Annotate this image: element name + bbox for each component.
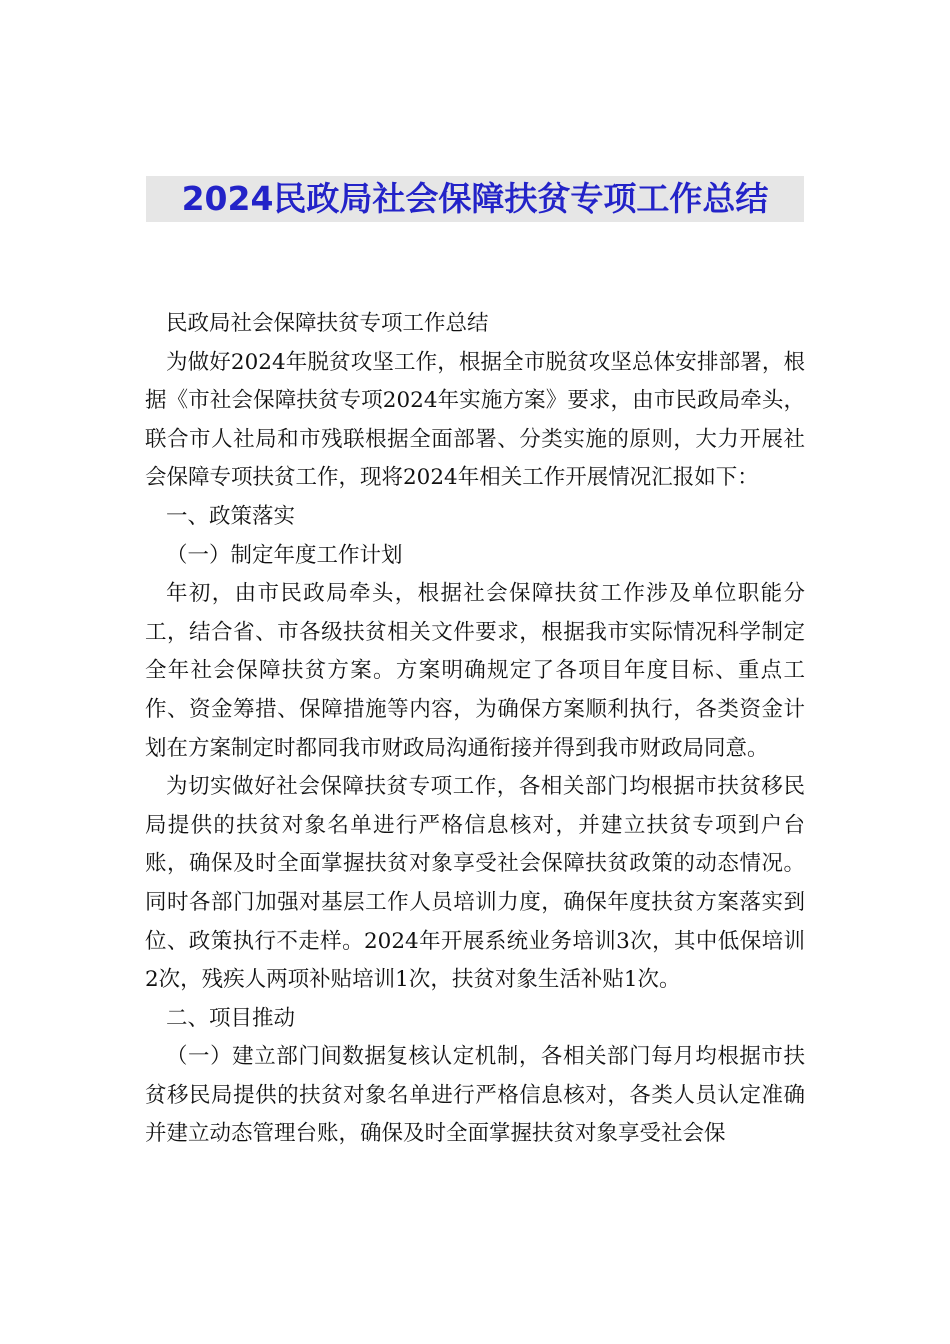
document-title: 2024民政局社会保障扶贫专项工作总结	[146, 176, 804, 222]
subsection-heading-annual-plan: （一）制定年度工作计划	[166, 542, 403, 568]
paragraph-subtitle: 民政局社会保障扶贫专项工作总结	[166, 311, 489, 336]
section-heading-projects: 二、项目推动	[166, 1005, 296, 1031]
document-body	[145, 305, 805, 1154]
paragraph-data-review: （一）建立部门间数据复核认定机制，各相关部门每月均根据市扶贫移民局提供的扶贫对象名单进行严格信息核对，各类人员认定准确并建立动态管理台账，确保及时全面掌握扶贫对象享受社会保	[145, 1044, 805, 1147]
paragraph-intro: 为做好2024年脱贫攻坚工作，根据全市脱贫攻坚总体安排部署，根据《市社会保障扶贫专项2024年实施方案》要求，由市民政局牵头，联合市人社局和市残联根据全面部署、分类实施的原则，大力开展社会保障专项扶贫工作，现将2024年相关工作开展情况汇报如下：	[145, 349, 805, 491]
paragraph-training: 为切实做好社会保障扶贫专项工作，各相关部门均根据市扶贫移民局提供的扶贫对象名单进行严格信息核对，并建立扶贫专项到户台账，确保及时全面掌握扶贫对象享受社会保障扶贫政策的动态情况。同时各部门加强对基层工作人员培训力度，确保年度扶贫方案落实到位、政策执行不走样。2024年开展系统业务培训3次，其中低保培训2次，残疾人两项补贴培训1次，扶贫对象生活补贴1次。	[145, 774, 805, 993]
section-heading-policy: 一、政策落实	[166, 503, 296, 529]
paragraph-annual-plan: 年初，由市民政局牵头，根据社会保障扶贫工作涉及单位职能分工，结合省、市各级扶贫相关文件要求，根据我市实际情况科学制定全年社会保障扶贫方案。方案明确规定了各项目年度目标、重点工作、资金筹措、保障措施等内容，为确保方案顺利执行，各类资金计划在方案制定时都同我市财政局沟通衔接并得到我市财政局同意。	[145, 581, 805, 761]
